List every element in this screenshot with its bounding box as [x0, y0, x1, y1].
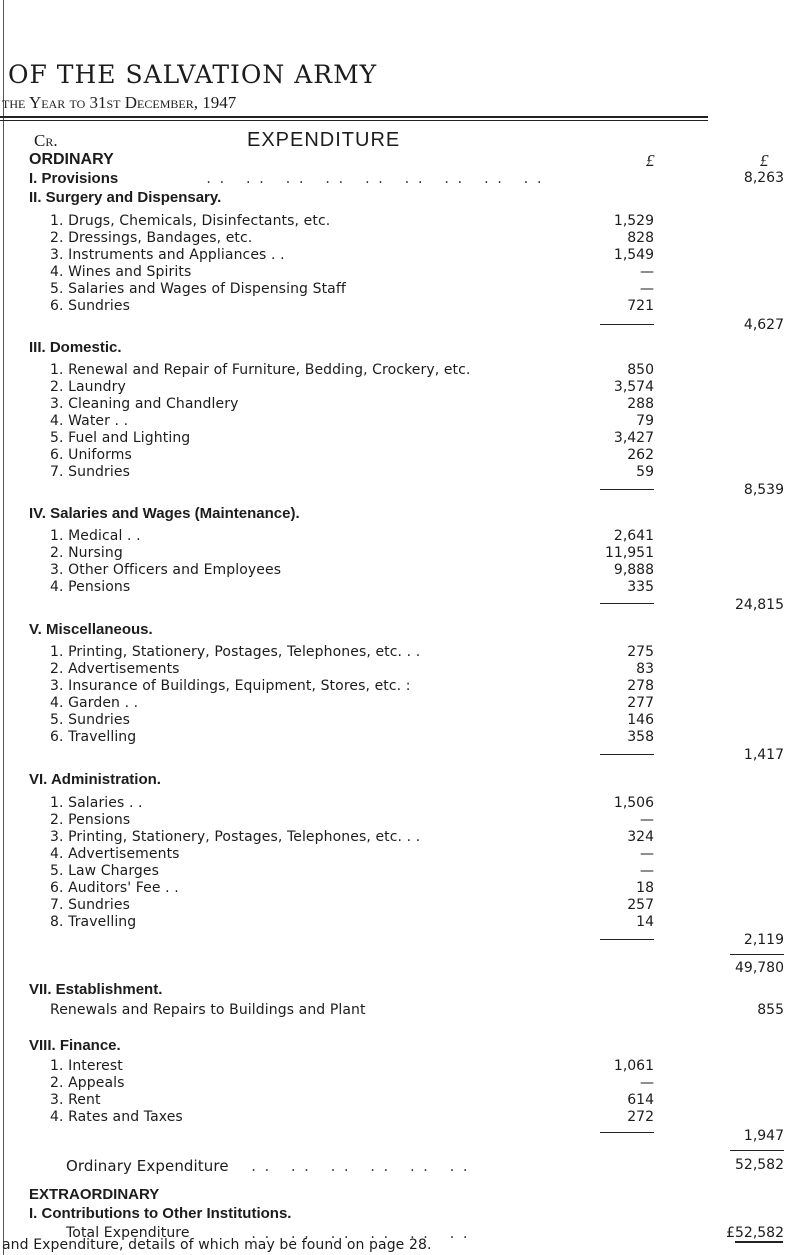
column-head-pounds-2: £: [760, 151, 769, 170]
finance-item-amount: 272: [627, 1109, 654, 1125]
finance-total: 1,947: [743, 1128, 784, 1144]
footer-note: and Expenditure, details of which may be found on page 28.: [2, 1237, 432, 1253]
misc-item-amount: 275: [627, 644, 654, 660]
leader-dots: .. .. .. .. .. ..: [250, 1227, 475, 1241]
domestic-item-amount: 850: [627, 362, 654, 378]
finance-item-amount: 614: [627, 1092, 654, 1108]
ordinary-expenditure-total: 52,582: [735, 1157, 784, 1173]
finance-item-label: 2. Appeals: [50, 1075, 125, 1091]
page-header-title: OF THE SALVATION ARMY: [8, 60, 378, 89]
subtotal-rule: [600, 1132, 654, 1133]
domestic-item-amount: 262: [627, 447, 654, 463]
domestic-item-amount: 3,427: [613, 430, 654, 446]
admin-item-amount: 324: [627, 829, 654, 845]
section-domestic: III. Domestic.: [29, 339, 122, 356]
misc-item-label: 6. Travelling: [50, 729, 137, 745]
admin-item-label: 4. Advertisements: [50, 846, 180, 862]
credit-label: Cr.: [34, 131, 58, 150]
misc-item-label: 1. Printing, Stationery, Postages, Telephones, etc. . .: [50, 644, 421, 660]
surgery-item-amount: —: [640, 264, 654, 280]
finance-item-amount: —: [640, 1075, 654, 1091]
surgery-item-amount: 721: [627, 298, 654, 314]
domestic-item-amount: 3,574: [613, 379, 654, 395]
section-salaries: IV. Salaries and Wages (Maintenance).: [29, 505, 300, 522]
admin-item-label: 7. Sundries: [50, 897, 130, 913]
domestic-item-label: 6. Uniforms: [50, 447, 132, 463]
admin-item-amount: —: [640, 846, 654, 862]
ordinary-expenditure-label: Ordinary Expenditure: [66, 1157, 229, 1175]
header-rule-thin: [0, 120, 708, 121]
domestic-item-label: 7. Sundries: [50, 464, 130, 480]
surgery-item-amount: —: [640, 281, 654, 297]
admin-item-label: 5. Law Charges: [50, 863, 160, 879]
subtotal-rule: [600, 603, 654, 604]
subtotal-rule: [600, 489, 654, 490]
surgery-item-label: 4. Wines and Spirits: [50, 264, 192, 280]
salaries-item-label: 4. Pensions: [50, 579, 131, 595]
salaries-item-amount: 335: [627, 579, 654, 595]
misc-item-label: 4. Garden . .: [50, 695, 139, 711]
column-head-pounds-1: £: [646, 151, 655, 170]
misc-item-amount: 277: [627, 695, 654, 711]
surgery-item-label: 2. Dressings, Bandages, etc.: [50, 230, 253, 246]
subtotal-rule: [600, 939, 654, 940]
expenditure-title: EXPENDITURE: [247, 129, 401, 151]
total-double-rule: [735, 1241, 783, 1243]
salaries-item-amount: 9,888: [613, 562, 654, 578]
admin-item-label: 6. Auditors' Fee . .: [50, 880, 179, 896]
surgery-total: 4,627: [743, 317, 784, 333]
surgery-item-label: 1. Drugs, Chemicals, Disinfectants, etc.: [50, 213, 331, 229]
section-miscellaneous: V. Miscellaneous.: [29, 621, 153, 638]
extraordinary-item: I. Contributions to Other Institutions.: [29, 1205, 292, 1222]
salaries-item-amount: 11,951: [605, 545, 654, 561]
admin-item-amount: 14: [636, 914, 654, 930]
salaries-total: 24,815: [735, 597, 784, 613]
extraordinary-heading: EXTRAORDINARY: [29, 1186, 160, 1203]
admin-item-label: 2. Pensions: [50, 812, 131, 828]
admin-item-amount: —: [640, 863, 654, 879]
salaries-item-label: 1. Medical . .: [50, 528, 141, 544]
admin-item-amount: 257: [627, 897, 654, 913]
surgery-item-amount: 828: [627, 230, 654, 246]
domestic-item-amount: 288: [627, 396, 654, 412]
admin-total: 2,119: [743, 932, 784, 948]
admin-item-label: 3. Printing, Stationery, Postages, Telephones, etc. . .: [50, 829, 421, 845]
admin-item-label: 8. Travelling: [50, 914, 137, 930]
leader-dots: .. .. .. .. .. .. .. .. ..: [205, 172, 549, 186]
ordinary-heading: ORDINARY: [29, 151, 114, 168]
domestic-item-label: 4. Water . .: [50, 413, 129, 429]
section-provisions: I. Provisions: [29, 170, 119, 187]
section-administration: VI. Administration.: [29, 771, 161, 788]
salaries-item-amount: 2,641: [613, 528, 654, 544]
surgery-item-label: 6. Sundries: [50, 298, 130, 314]
domestic-item-label: 2. Laundry: [50, 379, 126, 395]
domestic-total: 8,539: [743, 482, 784, 498]
admin-item-amount: —: [640, 812, 654, 828]
leader-dots: .. .. .. .. .. ..: [250, 1160, 475, 1174]
misc-item-label: 3. Insurance of Buildings, Equipment, Stores, etc. :: [50, 678, 411, 694]
surgery-item-label: 3. Instruments and Appliances . .: [50, 247, 285, 263]
page-header-subtitle: the Year to 31st December, 1947: [2, 93, 237, 112]
misc-item-label: 5. Sundries: [50, 712, 130, 728]
total-expenditure-label: Total Expenditure: [66, 1225, 190, 1241]
section-surgery: II. Surgery and Dispensary.: [29, 189, 222, 206]
domestic-item-amount: 79: [636, 413, 654, 429]
finance-item-amount: 1,061: [613, 1058, 654, 1074]
column-rule: [730, 954, 784, 955]
misc-item-amount: 278: [627, 678, 654, 694]
misc-item-amount: 358: [627, 729, 654, 745]
admin-item-label: 1. Salaries . .: [50, 795, 143, 811]
domestic-item-label: 1. Renewal and Repair of Furniture, Bedding, Crockery, etc.: [50, 362, 471, 378]
finance-item-label: 4. Rates and Taxes: [50, 1109, 183, 1125]
admin-item-amount: 1,506: [613, 795, 654, 811]
establishment-line: Renewals and Repairs to Buildings and Plant: [50, 1002, 366, 1018]
domestic-item-label: 5. Fuel and Lighting: [50, 430, 191, 446]
misc-item-label: 2. Advertisements: [50, 661, 180, 677]
left-margin-rule: [3, 0, 4, 1255]
column-rule: [730, 1150, 784, 1151]
admin-item-amount: 18: [636, 880, 654, 896]
surgery-item-amount: 1,549: [613, 247, 654, 263]
finance-item-label: 3. Rent: [50, 1092, 101, 1108]
provisions-total: 8,263: [743, 170, 784, 186]
salaries-item-label: 2. Nursing: [50, 545, 123, 561]
section-finance: VIII. Finance.: [29, 1037, 121, 1054]
domestic-item-label: 3. Cleaning and Chandlery: [50, 396, 239, 412]
surgery-item-amount: 1,529: [613, 213, 654, 229]
salaries-item-label: 3. Other Officers and Employees: [50, 562, 282, 578]
misc-item-amount: 83: [636, 661, 654, 677]
section-establishment: VII. Establishment.: [29, 981, 163, 998]
running-subtotal: 49,780: [735, 960, 784, 976]
header-rule-thick: [0, 116, 708, 118]
domestic-item-amount: 59: [636, 464, 654, 480]
surgery-item-label: 5. Salaries and Wages of Dispensing Staff: [50, 281, 346, 297]
subtotal-rule: [600, 324, 654, 325]
total-expenditure-amount: £52,582: [726, 1225, 784, 1241]
misc-total: 1,417: [743, 747, 784, 763]
finance-item-label: 1. Interest: [50, 1058, 123, 1074]
misc-item-amount: 146: [627, 712, 654, 728]
establishment-total: 855: [757, 1002, 784, 1018]
subtotal-rule: [600, 754, 654, 755]
